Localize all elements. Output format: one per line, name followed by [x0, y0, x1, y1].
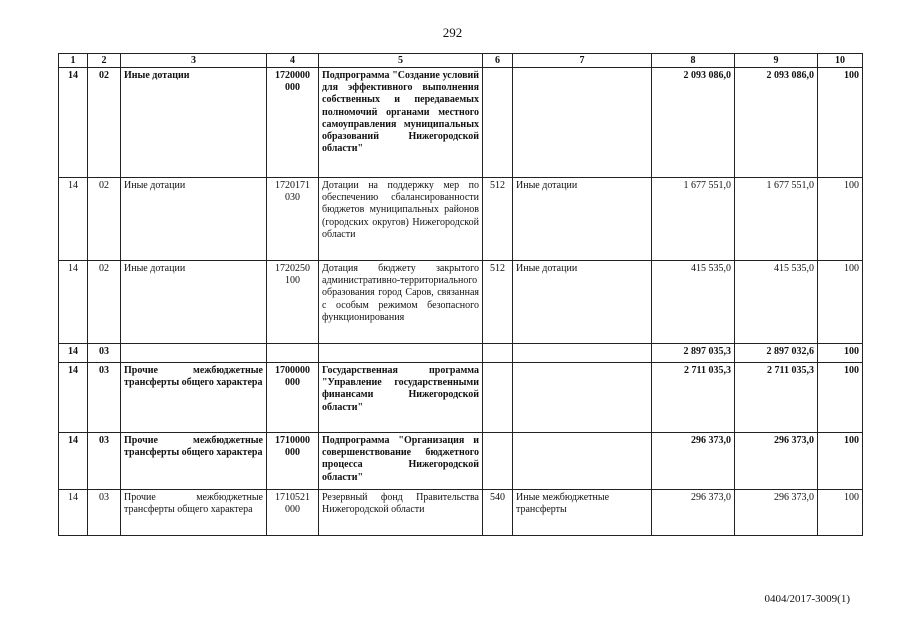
expense-type-name-cell: Иные межбюджетные трансферты	[513, 490, 652, 536]
subsection-cell: 03	[88, 363, 121, 433]
table-header-row	[59, 54, 863, 68]
percent-cell: 100	[818, 344, 863, 363]
subsection-cell: 02	[88, 261, 121, 344]
target-article-cell: 1700000 000	[267, 363, 319, 433]
table-row	[59, 490, 863, 536]
executed-amount-cell: 2 093 086,0	[735, 68, 818, 178]
expense-type-name-cell	[513, 68, 652, 178]
subsection-cell: 02	[88, 178, 121, 261]
column-header: 7	[513, 54, 652, 68]
target-article-cell: 1710000 000	[267, 433, 319, 490]
subsection-name-cell: Прочие межбюджетные трансферты общего характера	[121, 363, 267, 433]
table-row	[59, 344, 863, 363]
column-header: 5	[319, 54, 483, 68]
column-header: 6	[483, 54, 513, 68]
percent-cell: 100	[818, 363, 863, 433]
percent-cell: 100	[818, 433, 863, 490]
executed-amount-cell: 1 677 551,0	[735, 178, 818, 261]
article-name-cell: Государственная программа "Управление государственными финансами Нижегородской области"	[319, 363, 483, 433]
table-row	[59, 68, 863, 178]
section-cell: 14	[59, 433, 88, 490]
subsection-cell: 03	[88, 433, 121, 490]
expense-type-cell: 512	[483, 261, 513, 344]
executed-amount-cell: 2 711 035,3	[735, 363, 818, 433]
subsection-cell: 02	[88, 68, 121, 178]
expense-type-cell	[483, 344, 513, 363]
article-name-cell	[319, 344, 483, 363]
executed-amount-cell: 2 897 032,6	[735, 344, 818, 363]
target-article-cell: 1720250 100	[267, 261, 319, 344]
subsection-name-cell: Иные дотации	[121, 261, 267, 344]
expense-type-name-cell: Иные дотации	[513, 261, 652, 344]
article-name-cell: Подпрограмма "Организация и совершенствование бюджетного процесса Нижегородской области"	[319, 433, 483, 490]
target-article-cell	[267, 344, 319, 363]
budget-table	[58, 53, 863, 536]
planned-amount-cell: 2 711 035,3	[652, 363, 735, 433]
column-header: 2	[88, 54, 121, 68]
table-row	[59, 261, 863, 344]
planned-amount-cell: 2 093 086,0	[652, 68, 735, 178]
column-header: 1	[59, 54, 88, 68]
percent-cell: 100	[818, 261, 863, 344]
percent-cell: 100	[818, 68, 863, 178]
table-row	[59, 433, 863, 490]
section-cell: 14	[59, 68, 88, 178]
subsection-name-cell: Иные дотации	[121, 178, 267, 261]
section-cell: 14	[59, 363, 88, 433]
column-header: 9	[735, 54, 818, 68]
expense-type-cell	[483, 433, 513, 490]
table-row	[59, 178, 863, 261]
planned-amount-cell: 2 897 035,3	[652, 344, 735, 363]
article-name-cell: Дотации на поддержку мер по обеспечению сбалансированности бюджетов муниципальных районов (городских округов) Нижегородской области	[319, 178, 483, 261]
subsection-name-cell: Прочие межбюджетные трансферты общего характера	[121, 433, 267, 490]
article-name-cell: Дотация бюджету закрытого административно-территориального образования город Саров, связанная с особым режимом безопасного функционирования	[319, 261, 483, 344]
expense-type-name-cell	[513, 363, 652, 433]
expense-type-name-cell	[513, 433, 652, 490]
planned-amount-cell: 296 373,0	[652, 490, 735, 536]
subsection-name-cell	[121, 344, 267, 363]
percent-cell: 100	[818, 178, 863, 261]
planned-amount-cell: 415 535,0	[652, 261, 735, 344]
article-name-cell: Подпрограмма "Создание условий для эффективного выполнения собственных и передаваемых полномочий органами местного самоуправления муниципальных образований Нижегородской области"	[319, 68, 483, 178]
table-row	[59, 363, 863, 433]
expense-type-cell	[483, 363, 513, 433]
section-cell: 14	[59, 261, 88, 344]
column-header: 8	[652, 54, 735, 68]
expense-type-cell	[483, 68, 513, 178]
subsection-name-cell: Иные дотации	[121, 68, 267, 178]
percent-cell: 100	[818, 490, 863, 536]
column-header: 3	[121, 54, 267, 68]
column-header: 4	[267, 54, 319, 68]
executed-amount-cell: 415 535,0	[735, 261, 818, 344]
section-cell: 14	[59, 344, 88, 363]
article-name-cell: Резервный фонд Правительства Нижегородской области	[319, 490, 483, 536]
subsection-cell: 03	[88, 344, 121, 363]
expense-type-name-cell: Иные дотации	[513, 178, 652, 261]
expense-type-name-cell	[513, 344, 652, 363]
executed-amount-cell: 296 373,0	[735, 490, 818, 536]
target-article-cell: 1720000 000	[267, 68, 319, 178]
document-code: 0404/2017-3009(1)	[764, 593, 850, 605]
section-cell: 14	[59, 490, 88, 536]
planned-amount-cell: 1 677 551,0	[652, 178, 735, 261]
column-header: 10	[818, 54, 863, 68]
section-cell: 14	[59, 178, 88, 261]
subsection-name-cell: Прочие межбюджетные трансферты общего характера	[121, 490, 267, 536]
planned-amount-cell: 296 373,0	[652, 433, 735, 490]
executed-amount-cell: 296 373,0	[735, 433, 818, 490]
page-number: 292	[442, 25, 463, 40]
target-article-cell: 1710521 000	[267, 490, 319, 536]
subsection-cell: 03	[88, 490, 121, 536]
target-article-cell: 1720171 030	[267, 178, 319, 261]
expense-type-cell: 540	[483, 490, 513, 536]
expense-type-cell: 512	[483, 178, 513, 261]
